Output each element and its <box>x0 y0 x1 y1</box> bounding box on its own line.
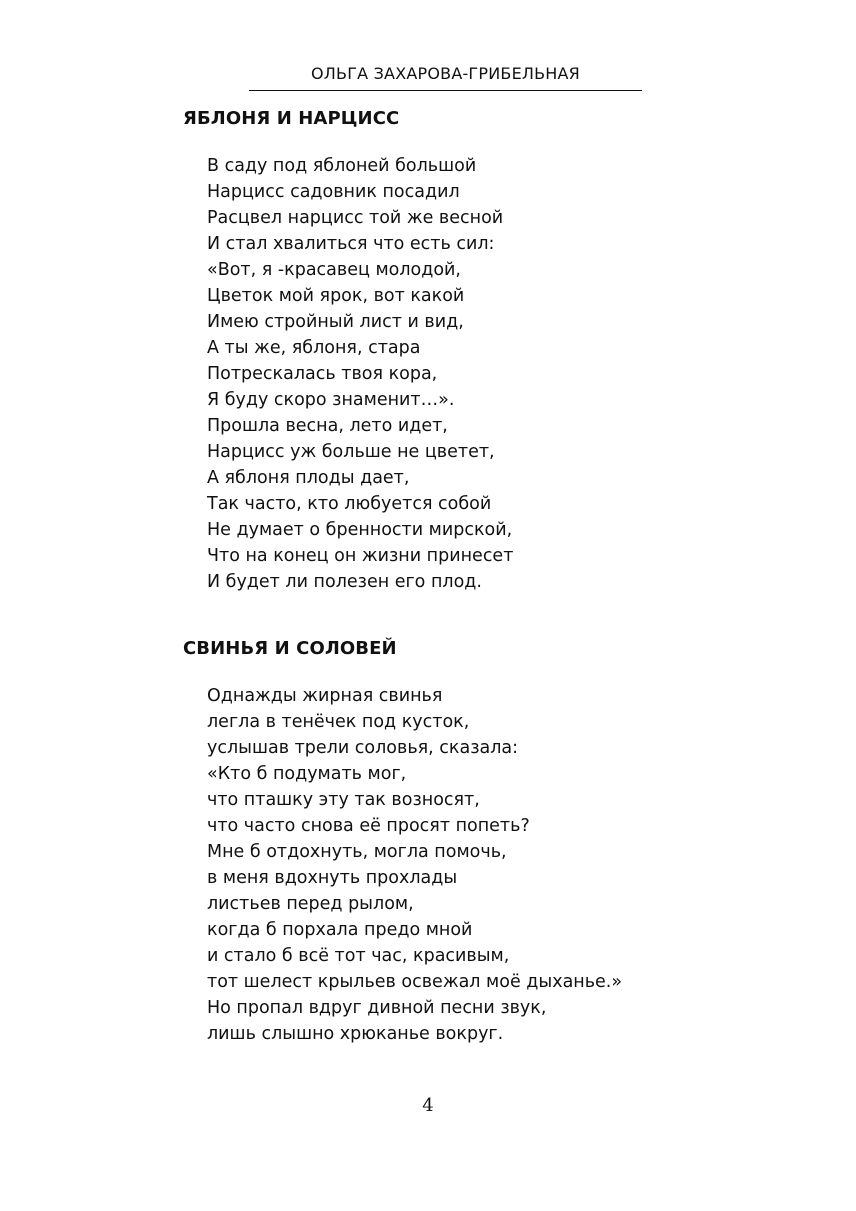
poem-line: А яблоня плоды дает, <box>207 468 410 488</box>
poem-line: В саду под яблоней большой <box>207 156 477 176</box>
poem-line: Потрескалась твоя кора, <box>207 364 438 384</box>
page-number: 4 <box>422 1095 434 1116</box>
poem-line: «Кто б подумать мог, <box>207 764 407 784</box>
poem-line: и стало б всё тот час, красивым, <box>207 946 510 966</box>
poem-line: Я буду скоро знаменит…». <box>207 390 455 410</box>
poem-line: когда б порхала предо мной <box>207 920 473 940</box>
poem-line: «Вот, я -красавец молодой, <box>207 260 461 280</box>
poem-line: в меня вдохнуть прохлады <box>207 868 458 888</box>
poem-line: что часто снова её просят попеть? <box>207 816 530 836</box>
poem-line: Мне б отдохнуть, могла помочь, <box>207 842 507 862</box>
poem-line: Цветок мой ярок, вот какой <box>207 286 465 306</box>
poem-line: лишь слышно хрюканье вокруг. <box>207 1024 504 1044</box>
poem-title-apple-and-narcissus: ЯБЛОНЯ И НАРЦИСС <box>183 108 400 129</box>
poem-line: листьев перед рылом, <box>207 894 414 914</box>
author-name: ОЛЬГА ЗАХАРОВА-ГРИБЕЛЬНАЯ <box>311 64 580 83</box>
poem-line: И стал хвалиться что есть сил: <box>207 234 495 254</box>
poem-line: Прошла весна, лето идет, <box>207 416 448 436</box>
poem-title-pig-and-nightingale: СВИНЬЯ И СОЛОВЕЙ <box>183 638 397 659</box>
poem-line: А ты же, яблоня, стара <box>207 338 421 358</box>
poem-line: Нарцисс садовник посадил <box>207 182 460 202</box>
poem-line: что пташку эту так возносят, <box>207 790 480 810</box>
poem-line: Однажды жирная свинья <box>207 686 443 706</box>
poem-line: Нарцисс уж больше не цветет, <box>207 442 495 462</box>
poem-line: услышав трели соловья, сказала: <box>207 738 519 758</box>
poem-line: тот шелест крыльев освежал моё дыханье.» <box>207 972 623 992</box>
poem-line: Не думает о бренности мирской, <box>207 520 513 540</box>
poem-line: Так часто, кто любуется собой <box>207 494 492 514</box>
poem-line: легла в тенёчек под кусток, <box>207 712 470 732</box>
poem-line: Имею стройный лист и вид, <box>207 312 464 332</box>
poem-line: Что на конец он жизни принесет <box>207 546 514 566</box>
poem-line: И будет ли полезен его плод. <box>207 572 482 592</box>
running-header <box>249 63 642 91</box>
poem-text-apple-and-narcissus <box>207 153 767 595</box>
poem-line: Но пропал вдруг дивной песни звук, <box>207 998 547 1018</box>
poem-text-pig-and-nightingale <box>207 683 767 1047</box>
poem-line: Расцвел нарцисс той же весной <box>207 208 504 228</box>
